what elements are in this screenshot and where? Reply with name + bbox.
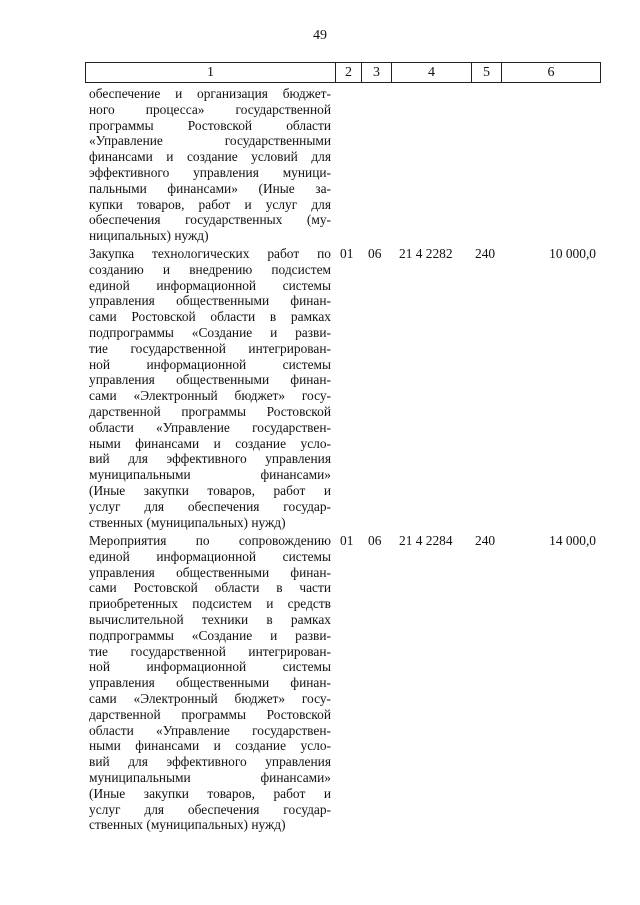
description-line: услуг для обеспечения государ- — [89, 498, 331, 514]
description-line: тие государственной интегрирован- — [89, 340, 331, 356]
description-line: области «Управление государствен- — [89, 419, 331, 435]
description-line: управления общественными финан- — [89, 564, 331, 580]
page-number: 49 — [313, 28, 327, 43]
description-line: ной информационной системы — [89, 659, 331, 675]
cell-c2: 01 — [340, 246, 354, 261]
column-header-4: 4 — [391, 62, 471, 83]
description-line: (Иные закупки товаров, работ и — [89, 785, 331, 801]
row-description — [89, 246, 331, 530]
description-line: управления общественными финан- — [89, 293, 331, 309]
column-header-2: 2 — [335, 62, 361, 83]
cell-c4: 21 4 2282 — [399, 246, 453, 261]
description-line: финансами и создание условий для — [89, 149, 331, 165]
description-line: управления общественными финан- — [89, 675, 331, 691]
cell-c2: 01 — [340, 533, 354, 548]
description-line: муниципальными финансами» — [89, 769, 331, 785]
description-line: сами Ростовской области в части — [89, 580, 331, 596]
description-line: обеспечения государственных (му- — [89, 212, 331, 228]
description-line: вий для эффективного управления — [89, 451, 331, 467]
description-line: муниципальными финансами» — [89, 467, 331, 483]
description-line: сами «Электронный бюджет» госу- — [89, 690, 331, 706]
description-line: приобретенных подсистем и средств — [89, 596, 331, 612]
description-line: Мероприятия по сопровождению — [89, 533, 331, 548]
description-line: ниципальных) нужд) — [89, 228, 209, 244]
row-description — [89, 533, 331, 833]
description-line: купки товаров, работ и услуг для — [89, 196, 331, 212]
description-line: ными финансами и создание усло- — [89, 738, 331, 754]
cell-c3: 06 — [368, 533, 382, 548]
description-line: единой информационной системы — [89, 277, 331, 293]
description-line: программы Ростовской области — [89, 117, 331, 133]
cell-c4: 21 4 2284 — [399, 533, 453, 548]
description-line: дарственной программы Ростовской — [89, 403, 331, 419]
description-line: сами «Электронный бюджет» госу- — [89, 388, 331, 404]
description-line: единой информационной системы — [89, 548, 331, 564]
description-line: ного процесса» государственной — [89, 101, 331, 117]
description-line: «Управление государственными — [89, 133, 331, 149]
description-line: ственных (муниципальных) нужд) — [89, 514, 286, 530]
description-line: тие государственной интегрирован- — [89, 643, 331, 659]
description-line: подпрограммы «Создание и разви- — [89, 627, 331, 643]
description-line: пальными финансами» (Иные за- — [89, 180, 331, 196]
column-header-1: 1 — [85, 62, 335, 83]
description-line: ными финансами и создание усло- — [89, 435, 331, 451]
description-line: вий для эффективного управления — [89, 754, 331, 770]
description-line: ственных (муниципальных) нужд) — [89, 817, 286, 833]
cell-c5: 240 — [475, 533, 496, 548]
column-header-5: 5 — [471, 62, 501, 83]
table-header — [85, 62, 600, 83]
row-description — [89, 86, 331, 244]
column-header-3: 3 — [361, 62, 391, 83]
cell-c5: 240 — [475, 246, 496, 261]
column-header-6: 6 — [501, 62, 601, 83]
description-line: вычислительной техники в рамках — [89, 611, 331, 627]
cell-c6: 10 000,0 — [549, 246, 596, 261]
description-line: области «Управление государствен- — [89, 722, 331, 738]
description-line: сами Ростовской области в рамках — [89, 309, 331, 325]
description-line: подпрограммы «Создание и разви- — [89, 324, 331, 340]
description-line: созданию и внедрению подсистем — [89, 261, 331, 277]
cell-c3: 06 — [368, 246, 382, 261]
description-line: обеспечение и организация бюджет- — [89, 86, 331, 101]
description-line: (Иные закупки товаров, работ и — [89, 482, 331, 498]
description-line: Закупка технологических работ по — [89, 246, 331, 261]
description-line: дарственной программы Ростовской — [89, 706, 331, 722]
description-line: управления общественными финан- — [89, 372, 331, 388]
cell-c6: 14 000,0 — [549, 533, 596, 548]
description-line: услуг для обеспечения государ- — [89, 801, 331, 817]
description-line: ной информационной системы — [89, 356, 331, 372]
description-line: эффективного управления муници- — [89, 164, 331, 180]
